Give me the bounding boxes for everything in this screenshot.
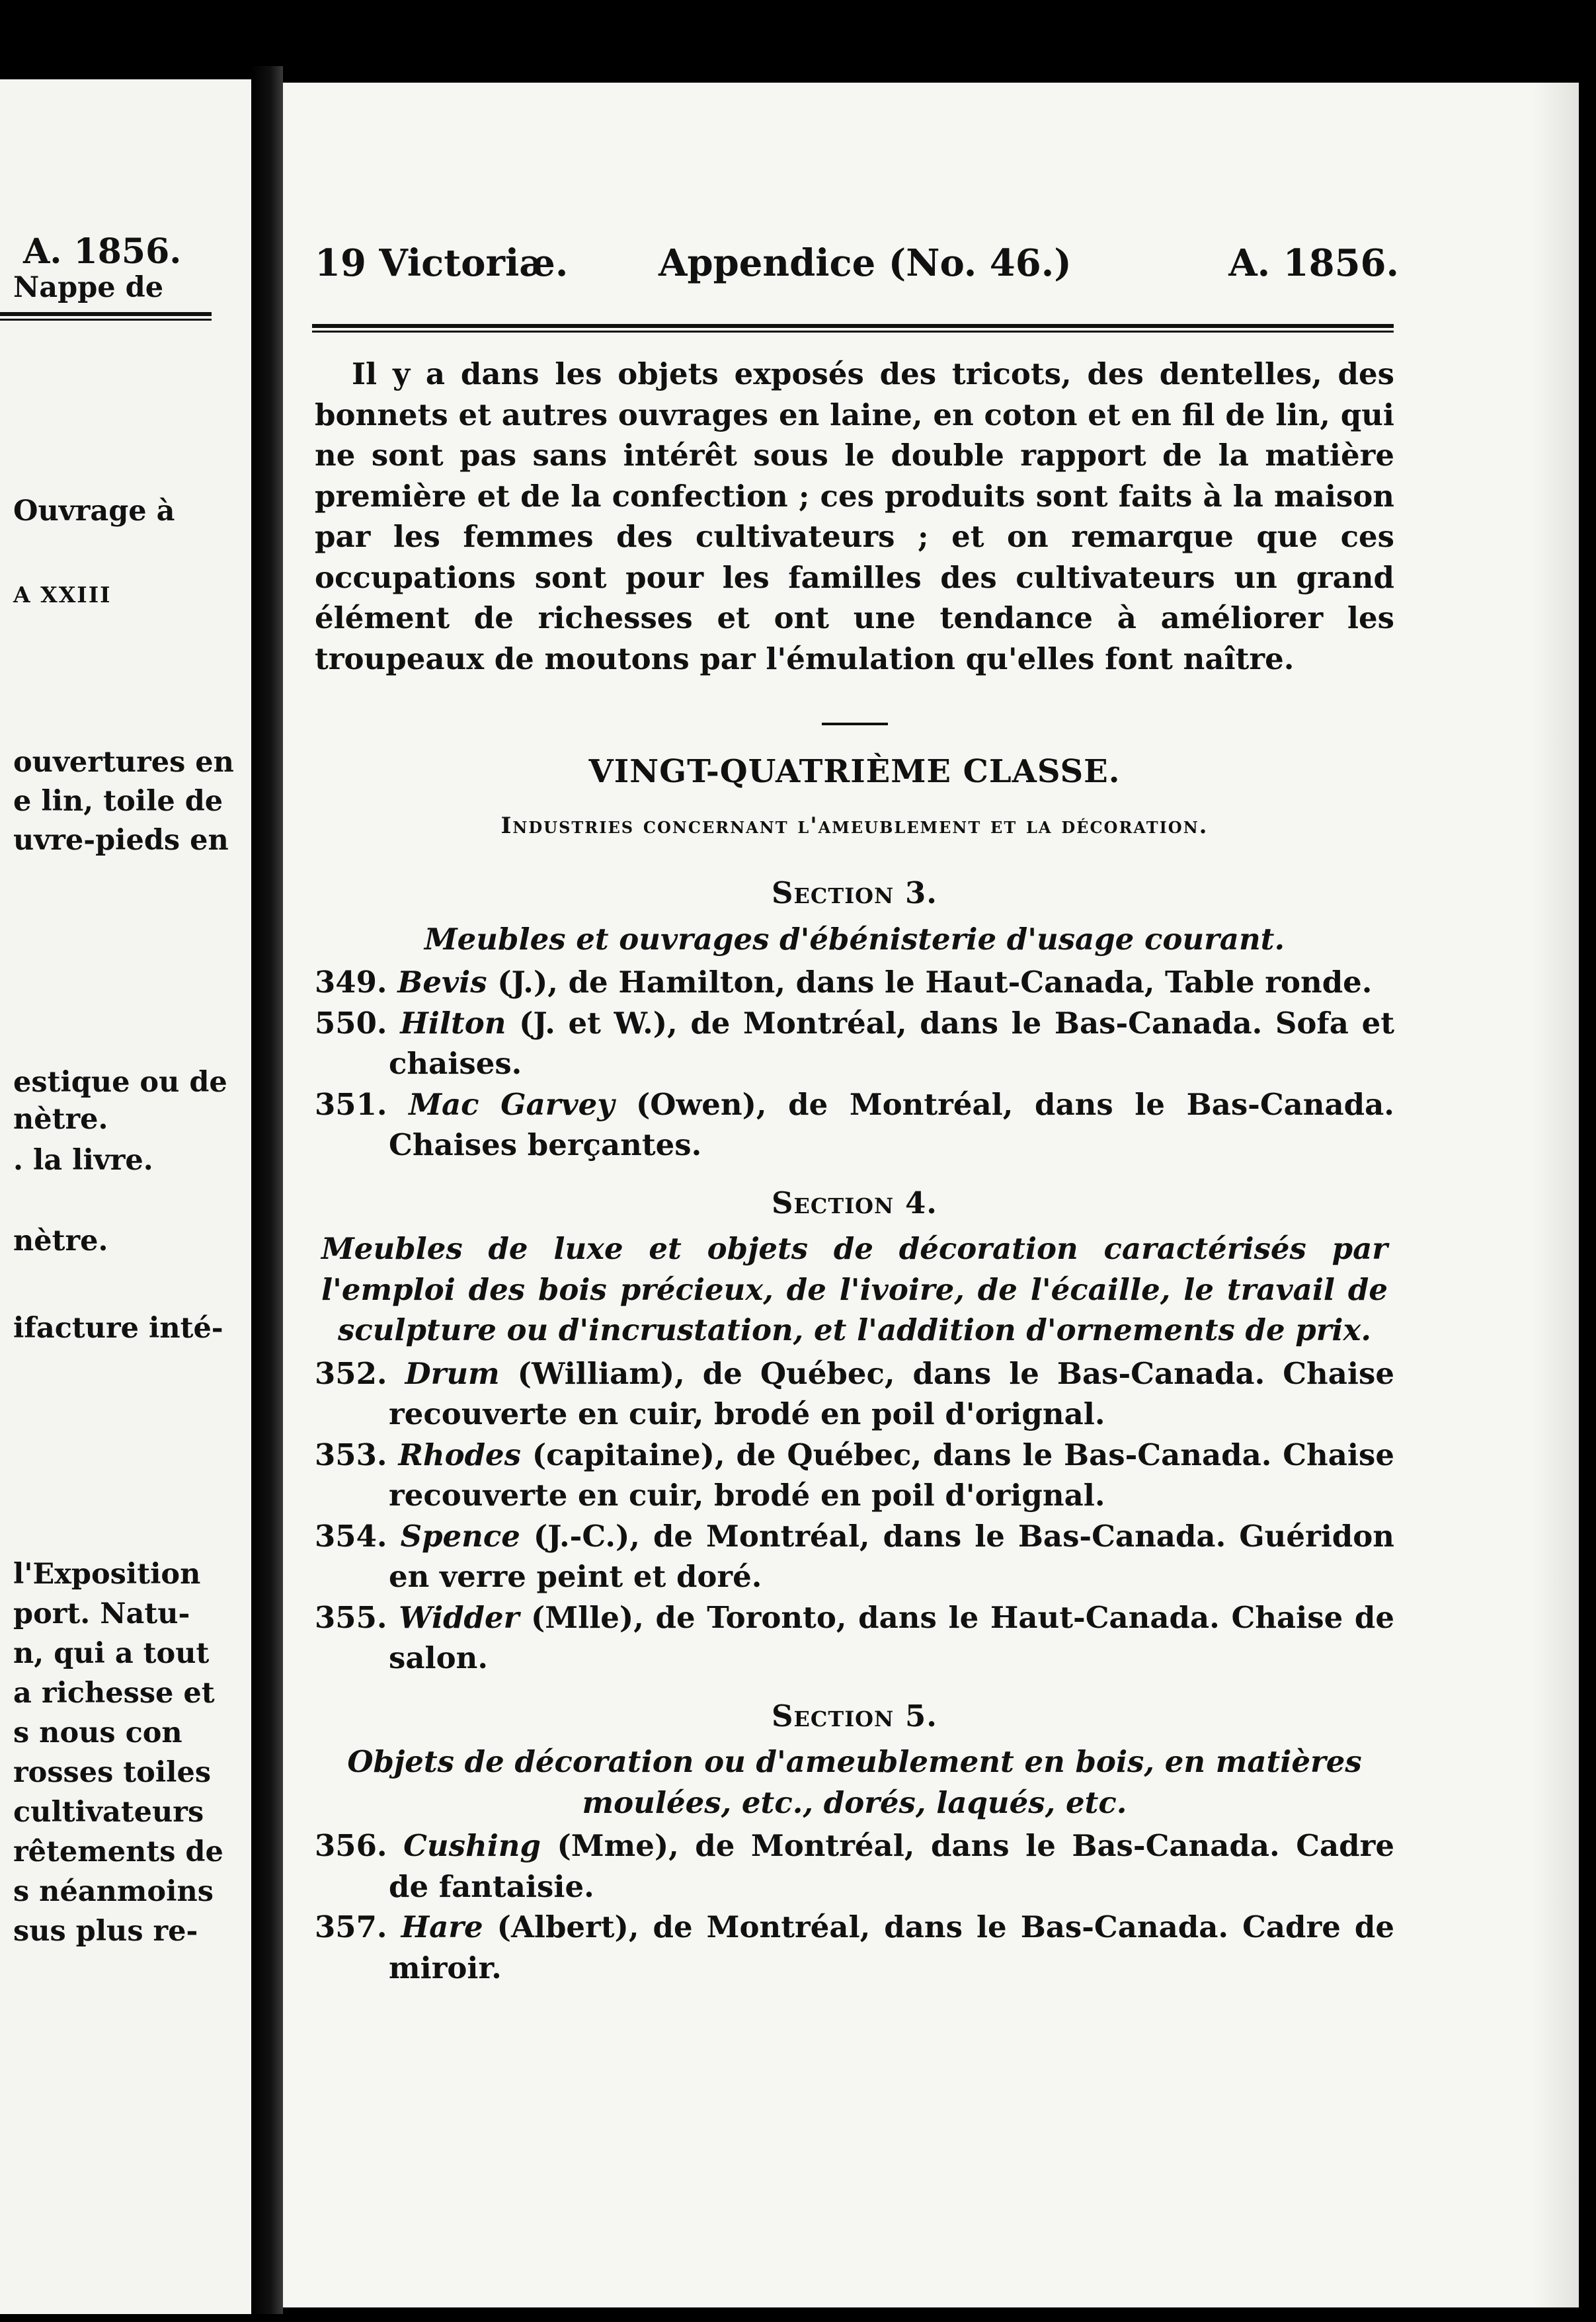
- facing-page-line: port. Natu-: [13, 1597, 190, 1630]
- exhibit-entry: [315, 1003, 1394, 1084]
- exhibitor-name: Bevis: [397, 965, 487, 1000]
- main-page: [283, 83, 1579, 2307]
- section-block: [315, 873, 1394, 1166]
- facing-page-line: s nous con: [13, 1716, 182, 1749]
- exhibitor-name: Rhodes: [398, 1437, 522, 1472]
- facing-page-line: A XXIII: [13, 582, 112, 608]
- class-title: VINGT-QUATRIÈME CLASSE.: [588, 753, 1121, 790]
- class-subtitle: Industries concernant l'ameublement et la décoration.: [500, 812, 1209, 839]
- facing-page-rule: [0, 312, 212, 321]
- facing-page-line: l'Exposition: [13, 1558, 201, 1591]
- facing-page-line: ouvertures en: [13, 746, 234, 779]
- header-year: A. 1856.: [1228, 241, 1399, 285]
- book-gutter: [251, 66, 283, 2314]
- section-heading: Section 3.: [772, 875, 938, 910]
- facing-page-line: rosses toiles: [13, 1756, 212, 1789]
- entry-details: (J.), de Hamilton, dans le Haut-Canada, Table ronde.: [487, 965, 1373, 1000]
- exhibit-entry: [315, 1516, 1394, 1597]
- sections: [315, 873, 1394, 1988]
- facing-page-line: Ouvrage à: [13, 495, 175, 528]
- entry-number: 351.: [315, 1086, 409, 1122]
- entry-details: (Albert), de Montréal, dans le Bas-Canada. Cadre de miroir.: [389, 1909, 1394, 1985]
- intro-paragraph: Il y a dans les objets exposés des tricots, des dentelles, des bonnets et autres ouvrages en laine, en coton et en fil de lin, qui ne sont pas sans intérêt sous le double rapport de la matière première et de la confection ; ces produits sont faits à la maison par les femmes des cultivateurs ; et on remarque que ces occupations sont pour les familles des cultivateurs un grand élément de richesses et ont une tendance à améliorer les troupeaux de moutons par l'émulation qu'elles font naître.: [315, 356, 1394, 676]
- header-appendix: Appendice (No. 46.): [658, 241, 1072, 285]
- section-heading: Section 5.: [772, 1698, 938, 1734]
- facing-page-line: cultivateurs: [13, 1796, 204, 1829]
- entry-number: 354.: [315, 1518, 401, 1554]
- entry-number: 550.: [315, 1005, 401, 1041]
- facing-page-line: e lin, toile de: [13, 785, 223, 818]
- exhibitor-name: Drum: [405, 1355, 500, 1391]
- exhibit-entry: [315, 1084, 1394, 1166]
- exhibit-entry: [315, 1597, 1394, 1679]
- header-rule: [312, 324, 1394, 333]
- entry-number: 357.: [315, 1909, 401, 1944]
- exhibitor-name: Cushing: [403, 1828, 541, 1863]
- facing-page-line: sus plus re-: [13, 1915, 198, 1948]
- entry-details: (Owen), de Montréal, dans le Bas-Canada. Chaises berçantes.: [389, 1086, 1394, 1162]
- exhibitor-name: Hare: [401, 1909, 483, 1944]
- entry-details: (Mme), de Montréal, dans le Bas-Canada. Cadre de fantaisie.: [389, 1828, 1394, 1904]
- exhibitor-name: Hilton: [400, 1005, 506, 1041]
- facing-page-fragment: [0, 79, 251, 2314]
- exhibit-entry: [315, 1825, 1394, 1907]
- exhibitor-name: Mac Garvey: [409, 1086, 615, 1122]
- exhibit-entry: [315, 962, 1394, 1003]
- entry-details: (William), de Québec, dans le Bas-Canada. Chaise recouverte en cuir, brodé en poil d'orignal.: [389, 1355, 1394, 1431]
- entry-number: 353.: [315, 1437, 399, 1472]
- facing-page-line: nètre.: [13, 1103, 108, 1136]
- entry-details: (J.-C.), de Montréal, dans le Bas-Canada. Guéridon en verre peint et doré.: [389, 1518, 1394, 1594]
- facing-page-line: uvre-pieds en: [13, 824, 229, 857]
- section-heading: Section 4.: [772, 1185, 938, 1221]
- facing-page-line: ifacture inté-: [13, 1312, 223, 1345]
- facing-page-line: s néanmoins: [13, 1875, 214, 1908]
- entry-details: (capitaine), de Québec, dans le Bas-Canada. Chaise recouverte en cuir, brodé en poil d'orignal.: [389, 1437, 1394, 1513]
- facing-page-line: a richesse et: [13, 1677, 215, 1710]
- entry-number: 352.: [315, 1355, 405, 1391]
- exhibitor-name: Spence: [400, 1518, 520, 1554]
- header-volume: 19 Victoriæ.: [315, 241, 569, 285]
- facing-page-line: rêtements de: [13, 1835, 223, 1868]
- section-block: [315, 1183, 1394, 1679]
- exhibit-entry: [315, 1907, 1394, 1988]
- entry-number: 349.: [315, 965, 398, 1000]
- facing-page-line: n, qui a tout: [13, 1637, 210, 1670]
- section-description: Meubles de luxe et objets de décoration caractérisés par l'emploi des bois précieux, de l'ivoire, de l'écaille, le travail de sculpture ou d'incrustation, et l'addition d'ornements de prix.: [321, 1231, 1388, 1347]
- facing-page-line: Nappe de: [13, 271, 164, 304]
- entry-details: (Mlle), de Toronto, dans le Haut-Canada. Chaise de salon.: [389, 1599, 1394, 1675]
- separator-rule: [822, 723, 888, 725]
- section-description: Objets de décoration ou d'ameublement en bois, en matières moulées, etc., dorés, laqués, etc.: [347, 1744, 1362, 1820]
- facing-page-line: . la livre.: [13, 1144, 153, 1177]
- text-column: [315, 354, 1394, 1988]
- entry-number: 355.: [315, 1599, 399, 1635]
- section-block: [315, 1696, 1394, 1989]
- entry-details: (J. et W.), de Montréal, dans le Bas-Canada. Sofa et chaises.: [389, 1005, 1394, 1081]
- exhibit-entry: [315, 1353, 1394, 1435]
- facing-page-line: estique ou de: [13, 1066, 227, 1099]
- running-header: [315, 241, 1399, 288]
- exhibitor-name: Widder: [399, 1599, 520, 1635]
- section-description: Meubles et ouvrages d'ébénisterie d'usage courant.: [424, 921, 1285, 957]
- exhibit-entry: [315, 1435, 1394, 1516]
- entry-number: 356.: [315, 1828, 404, 1863]
- facing-page-header: A. 1856.: [23, 231, 182, 272]
- facing-page-line: nètre.: [13, 1224, 108, 1258]
